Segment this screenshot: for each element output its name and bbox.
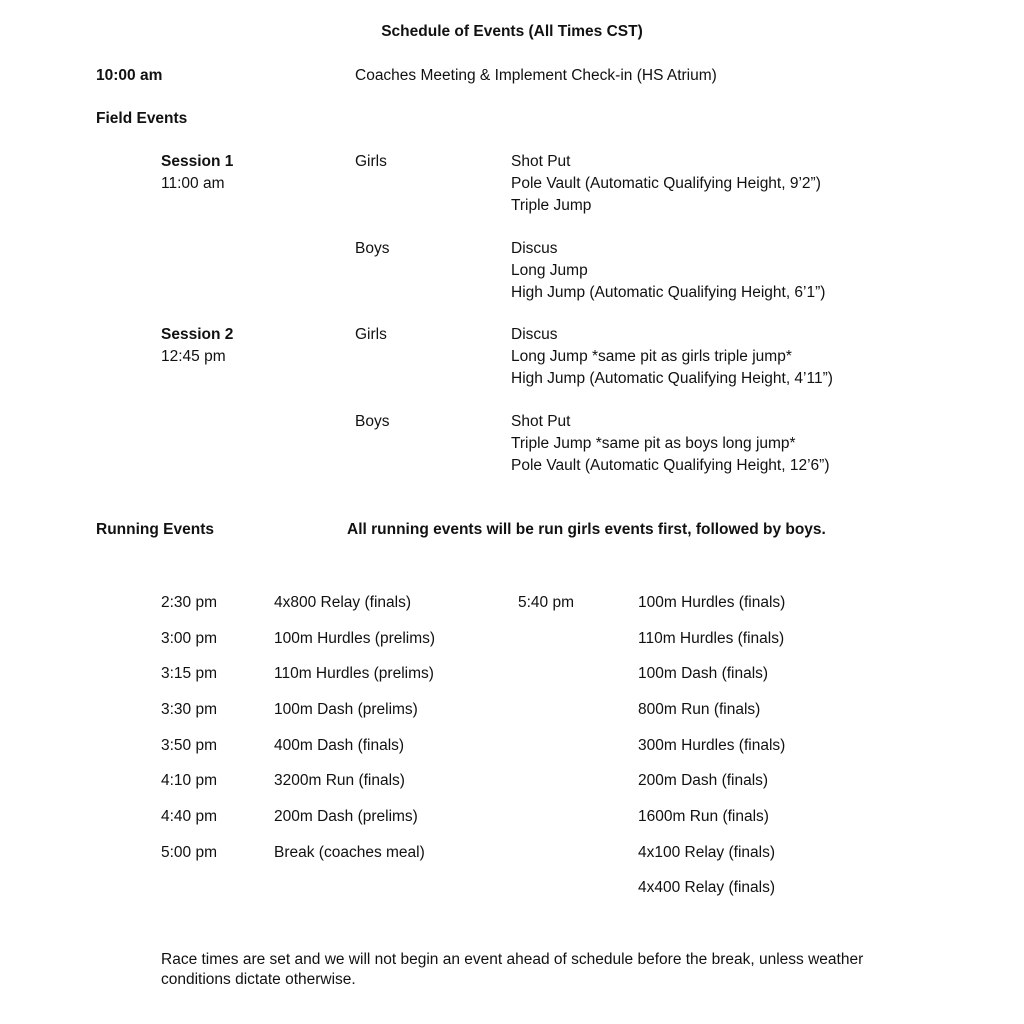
schedule-event: 800m Run (finals) bbox=[638, 701, 761, 718]
schedule-time: 3:50 pm bbox=[161, 737, 218, 754]
event-item: Discus bbox=[511, 326, 558, 343]
event-item: Shot Put bbox=[511, 153, 571, 170]
schedule-event: 100m Dash (finals) bbox=[638, 665, 769, 682]
event-item: High Jump (Automatic Qualifying Height, 4’11”) bbox=[511, 370, 833, 387]
event-item: Discus bbox=[511, 240, 558, 257]
session-2-boys-label: Boys bbox=[355, 413, 390, 430]
schedule-event: 4x400 Relay (finals) bbox=[638, 879, 775, 896]
schedule-event: 300m Hurdles (finals) bbox=[638, 737, 786, 754]
schedule-time: 3:00 pm bbox=[161, 630, 218, 647]
session-2-name: Session 2 bbox=[161, 326, 234, 343]
opening-time: 10:00 am bbox=[96, 67, 163, 84]
session-1-name: Session 1 bbox=[161, 153, 234, 170]
event-item: Triple Jump bbox=[511, 197, 592, 214]
schedule-event: 100m Hurdles (finals) bbox=[638, 594, 786, 611]
session-1-boys-label: Boys bbox=[355, 240, 390, 257]
event-item: Long Jump *same pit as girls triple jump* bbox=[511, 348, 792, 365]
event-item: Long Jump bbox=[511, 262, 588, 279]
finals-time: 5:40 pm bbox=[518, 594, 575, 611]
event-item: Pole Vault (Automatic Qualifying Height, 12’6”) bbox=[511, 457, 830, 474]
opening-event: Coaches Meeting & Implement Check-in (HS Atrium) bbox=[355, 67, 717, 84]
schedule-event: 1600m Run (finals) bbox=[638, 808, 769, 825]
schedule-time: 3:30 pm bbox=[161, 701, 218, 718]
session-2-girls-label: Girls bbox=[355, 326, 387, 343]
schedule-event: 100m Dash (prelims) bbox=[274, 701, 418, 718]
schedule-event: 200m Dash (prelims) bbox=[274, 808, 418, 825]
schedule-time: 5:00 pm bbox=[161, 844, 218, 861]
page-title: Schedule of Events (All Times CST) bbox=[381, 23, 643, 40]
session-2-boys-events bbox=[511, 411, 829, 477]
schedule-event: Break (coaches meal) bbox=[274, 844, 425, 861]
session-2-girls-events bbox=[511, 324, 833, 390]
field-events-heading: Field Events bbox=[96, 110, 188, 127]
event-item: Triple Jump *same pit as boys long jump* bbox=[511, 435, 796, 452]
session-2-time: 12:45 pm bbox=[161, 348, 226, 365]
event-item: High Jump (Automatic Qualifying Height, 6’1”) bbox=[511, 284, 826, 301]
schedule-time: 4:10 pm bbox=[161, 772, 218, 789]
event-item: Pole Vault (Automatic Qualifying Height, 9’2”) bbox=[511, 175, 821, 192]
schedule-event: 200m Dash (finals) bbox=[638, 772, 769, 789]
schedule-event: 3200m Run (finals) bbox=[274, 772, 405, 789]
schedule-event: 110m Hurdles (finals) bbox=[638, 630, 785, 647]
schedule-event: 110m Hurdles (prelims) bbox=[274, 665, 434, 682]
schedule-time: 3:15 pm bbox=[161, 665, 218, 682]
schedule-time: 2:30 pm bbox=[161, 594, 218, 611]
session-1-boys-events bbox=[511, 238, 825, 304]
schedule-time: 4:40 pm bbox=[161, 808, 218, 825]
footer-note: Race times are set and we will not begin an event ahead of schedule before the break, unless weather conditions dictate otherwise. bbox=[161, 951, 864, 988]
schedule-event: 400m Dash (finals) bbox=[274, 737, 405, 754]
running-events-heading: Running Events bbox=[96, 521, 214, 538]
session-1-girls-events bbox=[511, 151, 821, 217]
event-item: Shot Put bbox=[511, 413, 571, 430]
schedule-event: 4x100 Relay (finals) bbox=[638, 844, 775, 861]
schedule-event: 100m Hurdles (prelims) bbox=[274, 630, 436, 647]
session-1-girls-label: Girls bbox=[355, 153, 387, 170]
schedule-event: 4x800 Relay (finals) bbox=[274, 594, 411, 611]
running-events-note: All running events will be run girls events first, followed by boys. bbox=[347, 521, 826, 538]
session-1-time: 11:00 am bbox=[161, 175, 225, 192]
